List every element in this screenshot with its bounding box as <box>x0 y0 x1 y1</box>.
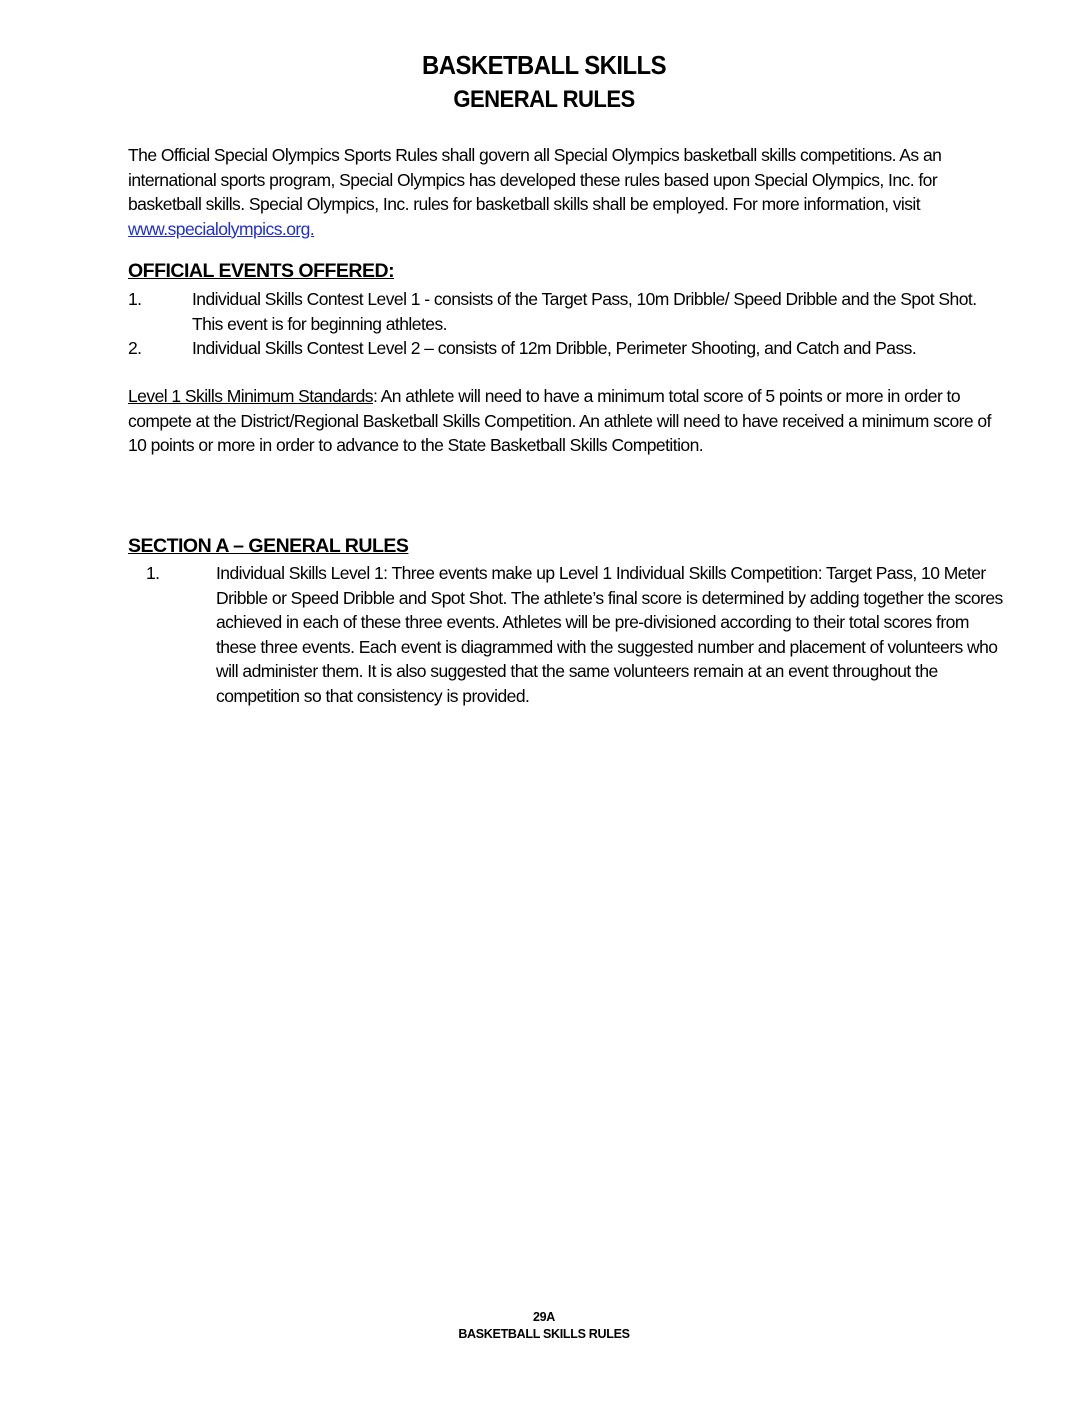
list-item-number: 1. <box>146 563 160 583</box>
official-events-list <box>128 287 1008 361</box>
special-olympics-link[interactable]: www.specialolympics.org. <box>128 218 315 239</box>
list-item-number: 2. <box>128 338 142 358</box>
standards-paragraph <box>128 384 1008 458</box>
official-events-heading: OFFICIAL EVENTS OFFERED: <box>128 260 395 282</box>
section-a-heading: SECTION A – GENERAL RULES <box>128 535 409 557</box>
document-title: BASKETBALL SKILLS <box>421 50 667 80</box>
intro-paragraph <box>128 143 1008 241</box>
list-item-text: Individual Skills Level 1: Three events make up Level 1 Individual Skills Competition: Target Pass, 10 Meter Dribble or Speed Dribble and Spot Shot. The athlete’s final score is determined by adding together the scores achieved in each of these three events. Athletes will be pre-divisioned according to their total scores from these three events. Each event is diagrammed with the suggested number and placement of volunteers who will administer them. It is also suggested that the same volunteers remain at an event throughout the competition so that consistency is provided. <box>216 563 1003 706</box>
footer-label: BASKETBALL SKILLS RULES <box>458 1327 630 1341</box>
standards-text: : An athlete will need to have a minimum total score of 5 points or more in order to compete at the District/Regional Basketball Skills Competition. An athlete will need to have received a minimum score of 10 points or more in order to advance to the State Basketball Skills Competition. <box>128 386 991 455</box>
list-item <box>128 561 1008 708</box>
list-item <box>128 287 1008 336</box>
list-item-text: Individual Skills Contest Level 1 - consists of the Target Pass, 10m Dribble/ Speed Dribble and the Spot Shot. This event is for beginning athletes. <box>192 289 977 334</box>
list-item-text: Individual Skills Contest Level 2 – consists of 12m Dribble, Perimeter Shooting, and Catch and Pass. <box>192 338 917 358</box>
intro-text: The Official Special Olympics Sports Rules shall govern all Special Olympics basketball skills competitions. As an international sports program, Special Olympics has developed these rules based upon Special Olympics, Inc. for basketball skills. Special Olympics, Inc. rules for basketball skills shall be employed. For more information, visit <box>128 145 942 214</box>
list-item <box>128 336 1008 361</box>
section-a-list <box>128 561 1008 708</box>
standards-label: Level 1 Skills Minimum Standards <box>128 386 374 406</box>
footer-page-number: 29A <box>532 1310 556 1324</box>
list-item-number: 1. <box>128 289 142 309</box>
document-subtitle: GENERAL RULES <box>453 86 635 113</box>
